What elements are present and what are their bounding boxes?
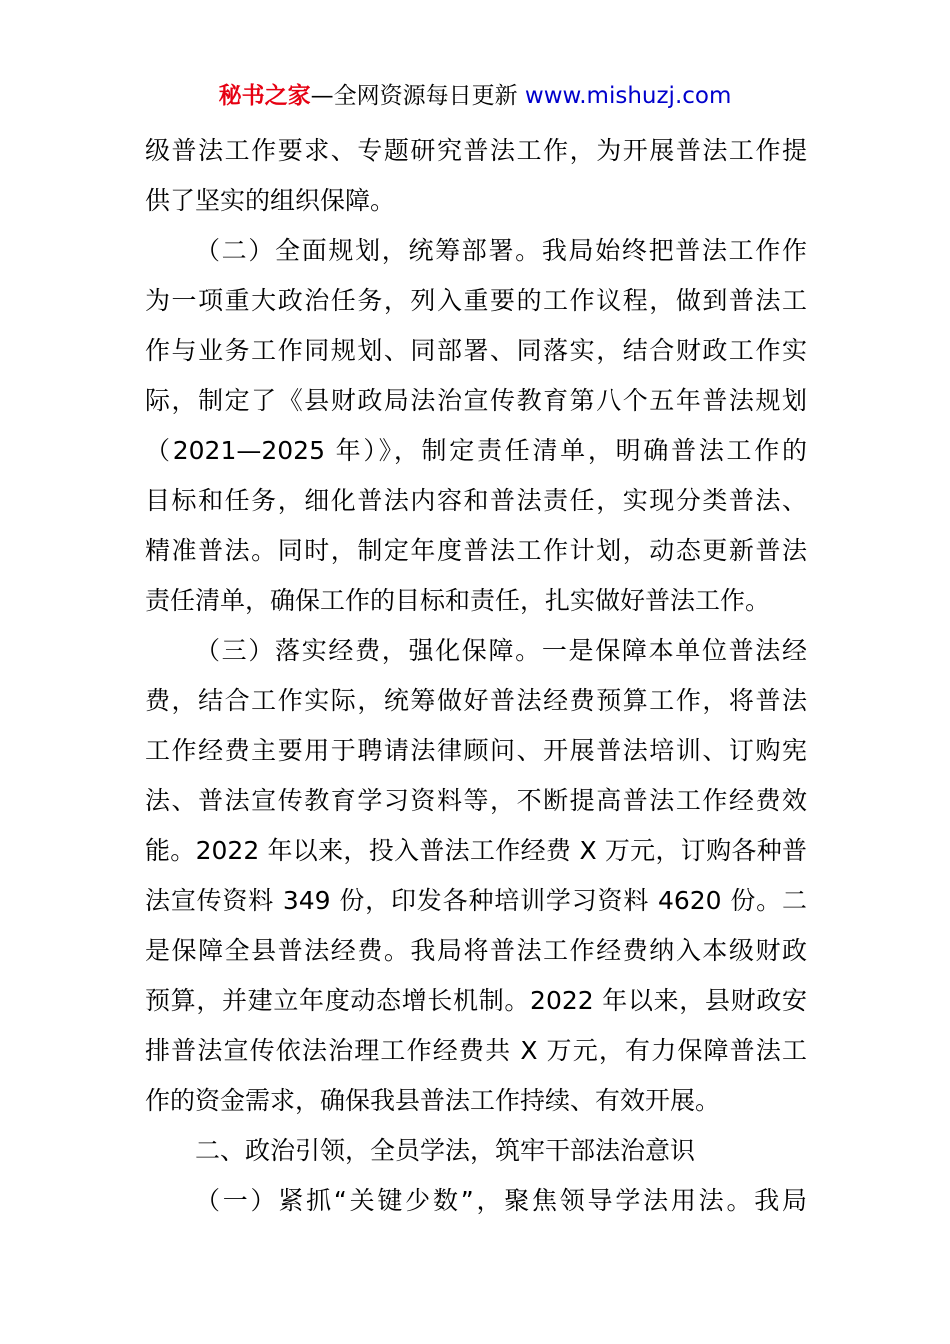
text-line: 精准普法。同时，制定年度普法工作计划，动态更新普法 xyxy=(145,536,807,565)
text-line: 责任清单，确保工作的目标和责任，扎实做好普法工作。 xyxy=(145,586,771,615)
document-body xyxy=(145,126,807,1226)
text-line: （2021—2025 年）》，制定责任清单，明确普法工作的 xyxy=(145,436,807,465)
text-line: 供了坚实的组织保障。 xyxy=(145,186,396,215)
section-heading: 二、政治引领，全员学法，筑牢干部法治意识 xyxy=(195,1136,696,1165)
text-line: 预算，并建立年度动态增长机制。2022 年以来，县财政安 xyxy=(145,986,807,1015)
text-line: 级普法工作要求、专题研究普法工作，为开展普法工作提 xyxy=(145,136,807,165)
text-line: 费，结合工作实际，统筹做好普法经费预算工作，将普法 xyxy=(145,686,807,715)
text-line: 排普法宣传依法治理工作经费共 X 万元，有力保障普法工 xyxy=(145,1036,807,1065)
text-line: 为一项重大政治任务，列入重要的工作议程，做到普法工 xyxy=(145,286,807,315)
text-line: 工作经费主要用于聘请法律顾问、开展普法培训、订购宪 xyxy=(145,736,807,765)
site-tagline: —全网资源每日更新 xyxy=(310,83,518,109)
paragraph-start-line: （二）全面规划，统筹部署。我局始终把普法工作作 xyxy=(195,236,807,265)
paragraph-start-line: （三）落实经费，强化保障。一是保障本单位普法经 xyxy=(195,636,807,665)
text-line: 作与业务工作同规划、同部署、同落实，结合财政工作实 xyxy=(145,336,807,365)
text-line: 是保障全县普法经费。我局将普法工作经费纳入本级财政 xyxy=(145,936,807,965)
text-line: 能。2022 年以来，投入普法工作经费 X 万元，订购各种普 xyxy=(145,836,807,865)
text-line: 法、普法宣传教育学习资料等，不断提高普法工作经费效 xyxy=(145,786,807,815)
text-line: 际，制定了《县财政局法治宣传教育第八个五年普法规划 xyxy=(145,386,807,415)
site-brand: 秘书之家 xyxy=(218,83,311,109)
text-line: 作的资金需求，确保我县普法工作持续、有效开展。 xyxy=(145,1086,721,1115)
site-header xyxy=(0,80,950,112)
paragraph-start-line: （一）紧抓“关键少数”，聚焦领导学法用法。我局 xyxy=(195,1186,807,1215)
text-line: 目标和任务，细化普法内容和普法责任，实现分类普法、 xyxy=(145,486,807,515)
text-line: 法宣传资料 349 份，印发各种培训学习资料 4620 份。二 xyxy=(145,886,807,915)
site-url-link[interactable]: www.mishuzj.com xyxy=(524,83,732,109)
